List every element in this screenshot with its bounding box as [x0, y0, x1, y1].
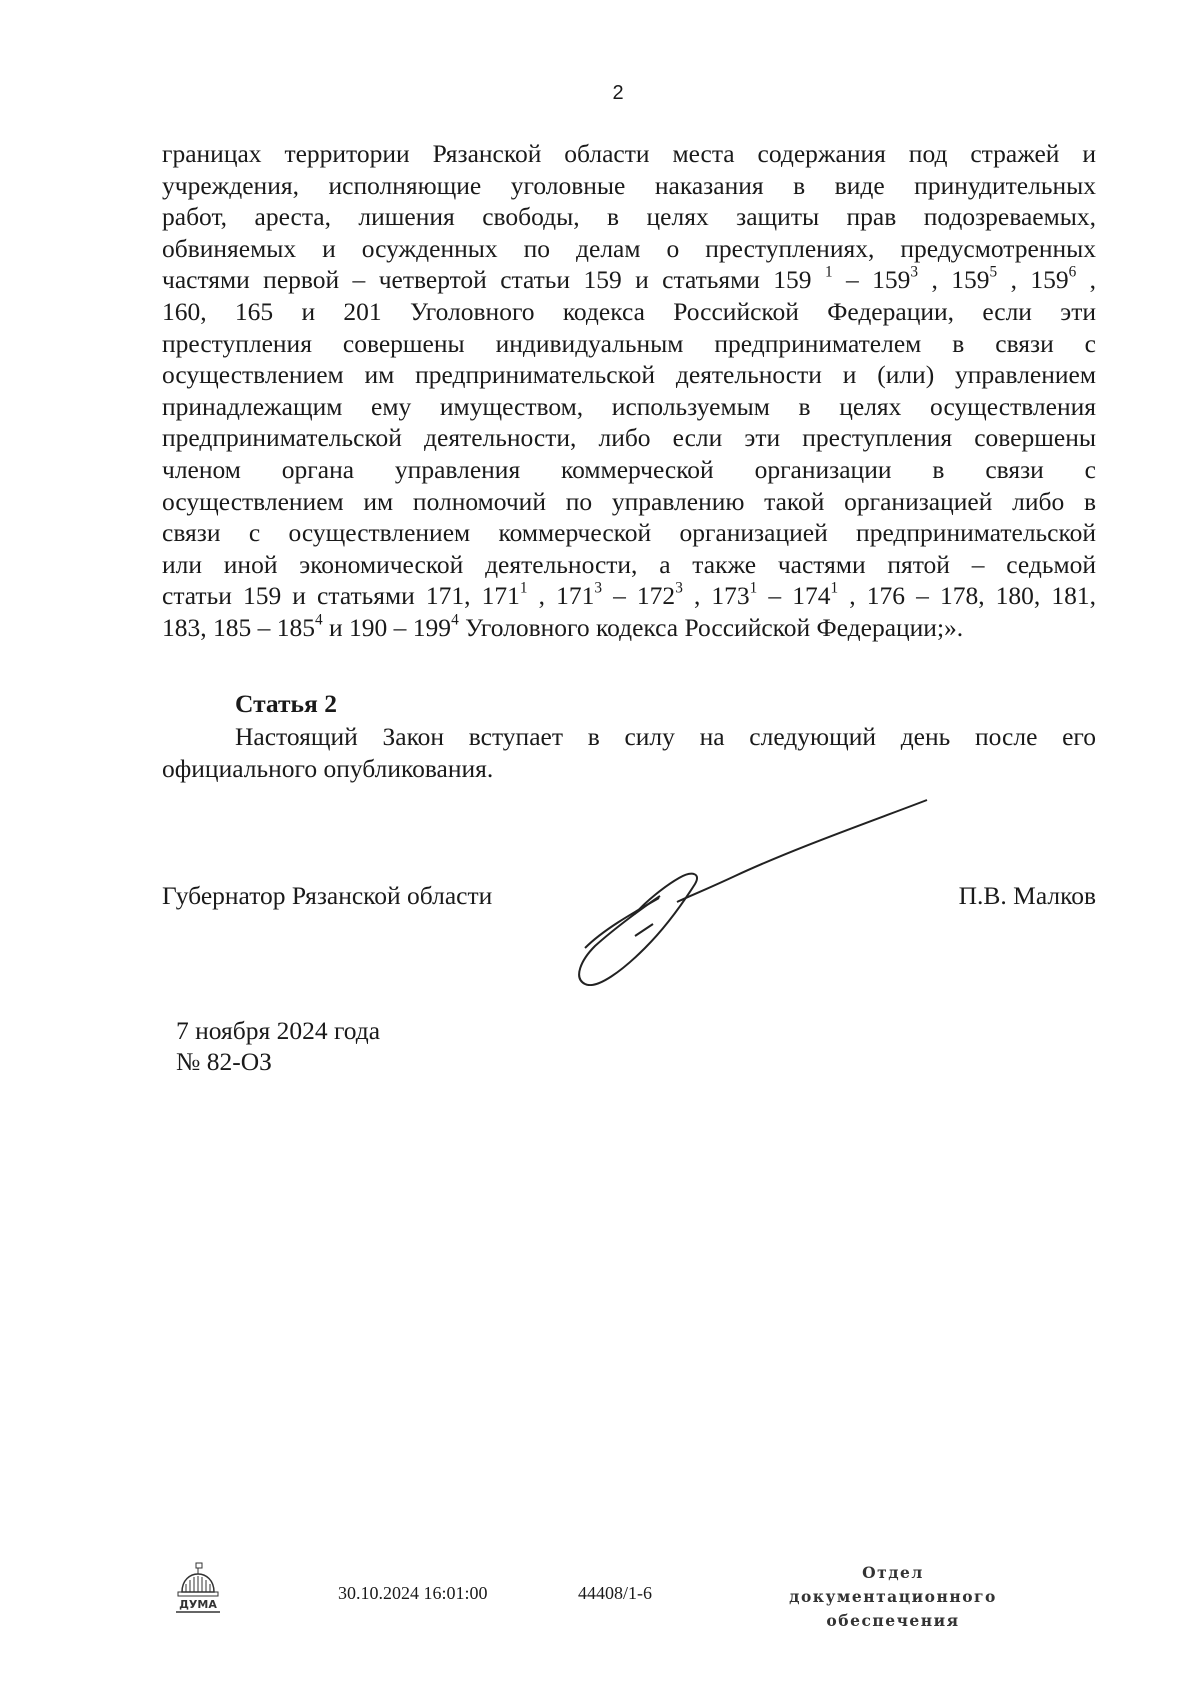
date-block [176, 1015, 380, 1077]
body-line: границах территории Рязанской области места содержания под стражей и [162, 139, 1096, 168]
governor-title: Губернатор Рязанской области [162, 881, 493, 910]
text-segment: – 174 [757, 581, 831, 611]
body-line: обвиняемых и осужденных по делам о преступлениях, предусмотренных [162, 233, 1096, 263]
body-line: учреждения, исполняющие уголовные наказания в виде принудительных [162, 170, 1096, 200]
article-2-body [162, 721, 1096, 784]
text-segment: статьи 159 и статьями 171, 171 [162, 581, 520, 611]
body-line: или иной экономической деятельности, а также частями пятой – седьмой [162, 549, 1096, 579]
article-2-line: официального опубликования. [162, 753, 494, 783]
text-segment: , 159 [997, 265, 1069, 295]
superscript: 1 [824, 263, 833, 281]
duma-logo-text: ДУМА [179, 1598, 217, 1611]
article-2-line: Настоящий Закон вступает в силу на следующий день после его [235, 722, 1096, 751]
body-line: членом органа управления коммерческой организации в связи с [162, 454, 1096, 484]
superscript: 1 [830, 579, 839, 597]
department-line-2: обеспечения [826, 1611, 960, 1630]
body-line [162, 580, 1096, 612]
body-line: связи с осуществлением коммерческой организацией предпринимательской [162, 518, 1096, 548]
superscript: 1 [749, 579, 758, 597]
superscript: 4 [315, 611, 323, 629]
law-number: № 82-ОЗ [176, 1047, 272, 1076]
text-segment: частями первой – четвертой статьи 159 и статьями 159 [162, 265, 825, 295]
footer-timestamp: 30.10.2024 16:01:00 [338, 1583, 488, 1603]
body-line [162, 612, 1096, 644]
text-segment: , 173 [682, 581, 750, 611]
body-line: осуществлением им предпринимательской деятельности и (или) управлением [162, 360, 1096, 390]
text-segment: , [1076, 265, 1097, 295]
text-segment: , 171 [527, 581, 595, 611]
superscript: 6 [1068, 263, 1077, 281]
body-line: 160, 165 и 201 Уголовного кодекса Российской Федерации, если эти [162, 296, 1096, 326]
article-1-body-text [162, 138, 1096, 644]
page-number: 2 [612, 82, 624, 104]
governor-name: П.В. Малков [958, 881, 1096, 910]
text-segment: , 159 [918, 265, 990, 295]
text-segment: и 190 – 199 [322, 612, 452, 642]
duma-logo-icon [170, 1562, 226, 1614]
superscript: 3 [910, 263, 919, 281]
superscript: 3 [675, 579, 683, 597]
text-segment: Уголовного кодекса Российской Федерации;». [458, 612, 964, 642]
superscript: 5 [989, 263, 998, 281]
department-line-1: Отдел документационного [789, 1563, 997, 1606]
body-line: принадлежащим ему имуществом, используемым в целях осуществления [162, 391, 1096, 421]
body-line: преступления совершены индивидуальным предпринимателем в связи с [162, 328, 1096, 358]
text-segment: , 176 – 178, 180, 181, [838, 581, 1097, 611]
text-segment: – 159 [832, 265, 911, 295]
text-segment: 183, 185 – 185 [162, 612, 315, 642]
body-line: предпринимательской деятельности, либо если эти преступления совершены [162, 423, 1096, 453]
body-line: осуществлением им полномочий по управлению такой организацией либо в [162, 486, 1096, 516]
signing-date: 7 ноября 2024 года [176, 1016, 381, 1045]
superscript: 3 [594, 579, 602, 597]
body-line [162, 264, 1096, 296]
text-segment: – 172 [601, 581, 676, 611]
handwritten-signature [575, 798, 935, 986]
body-line: работ, ареста, лишения свободы, в целях защиты прав подозреваемых, [162, 202, 1096, 232]
superscript: 4 [451, 611, 459, 629]
superscript: 1 [519, 579, 528, 597]
footer-reg-number: 44408/1-6 [578, 1583, 652, 1603]
department-stamp [758, 1561, 1028, 1633]
article-2-heading: Статья 2 [235, 689, 337, 718]
